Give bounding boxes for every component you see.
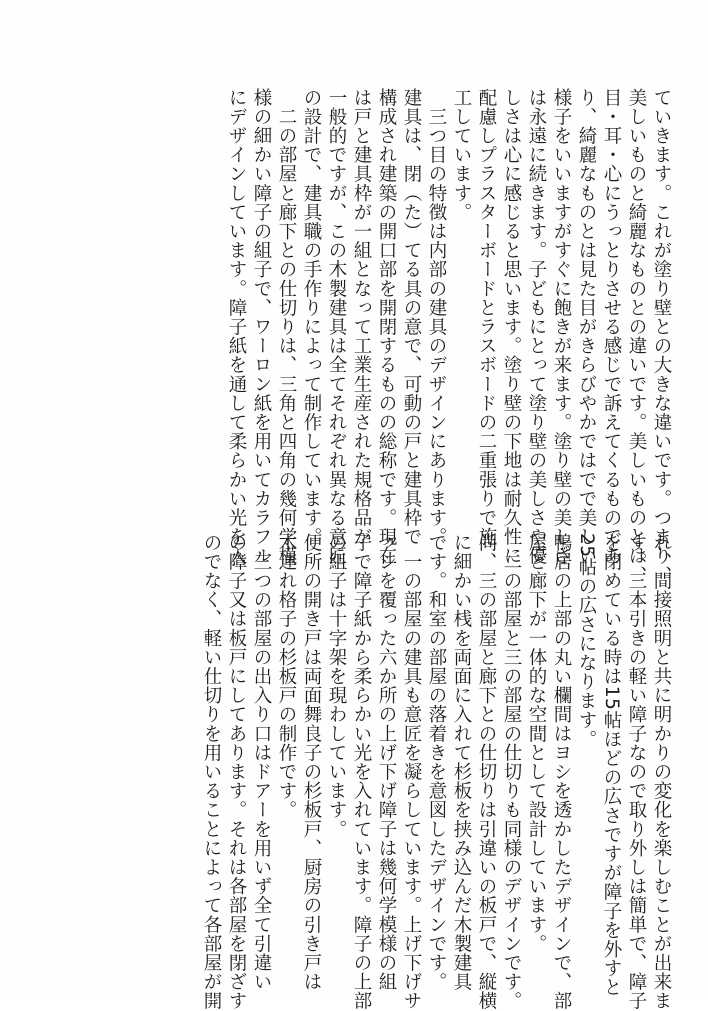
text-line: 25帖の広さになります。 [576, 533, 597, 749]
text-line: に細かい桟を両面に入れて杉板を挟み込んだ木製建具 [451, 533, 472, 992]
text-line: 建具は、閉（た）てる具の意で、可動の戸と建具枠で [401, 88, 422, 547]
text-line: 工しています。 [451, 88, 472, 222]
text-line: ッシを覆った六か所の上げ下げ障子は幾何学模様の組 [376, 533, 397, 992]
text-line: 鴨居の上部の丸い欄間はヨシを透かしたデザインで、部 [551, 533, 572, 1011]
text-line: の設計で、建具職の手作りによって制作しています。 [301, 88, 322, 547]
text-block-lower [199, 533, 674, 1011]
text-line: 様子をいいますがすぐに飽きが来ます。塗り壁の美しさ [551, 88, 572, 566]
text-block-upper [224, 88, 674, 585]
text-line: 一般的ですが、この木製建具は全てそれぞれ異なる意匠 [326, 88, 347, 566]
text-line: は戸と建具枠が一組となって工業生産された規格品が [351, 88, 372, 547]
text-line: ていきます。これが塗り壁との大きな違いです。つまり、 [651, 88, 672, 585]
text-line: にデザインしています。障子紙を通して柔らかい光を入 [226, 88, 247, 566]
text-line: 木連れ格子の杉板戸の制作です。 [276, 533, 297, 820]
text-line: 様の細かい障子の組子で、ワーロン紙を用いてカラフル [251, 88, 272, 566]
text-line: 美しいものと綺麗なものとの違いです。美しいものとは、 [626, 88, 647, 585]
text-line: 配慮しプラスターボードとラスボードの二重張りで施 [476, 88, 497, 547]
text-line: 尚、三の部屋と廊下との仕切りは引違いの板戸で、縦横 [476, 533, 497, 1011]
text-line: す。三本引きの軽い障子なので取り外しは簡単で、障子 [626, 533, 647, 1011]
text-line: 二の部屋と廊下との仕切りは、三角と四角の幾何学模 [276, 88, 297, 566]
text-line: の組子は十字架を現わしています。 [326, 533, 347, 839]
text-line: 一の部屋の建具も意匠を凝らしています。上げ下げサ [401, 533, 422, 1011]
text-line: のでなく、軽い仕切りを用いることによって各部屋が開 [201, 533, 222, 1011]
text-line: です。和室の部屋の落着きを意図したデザインです。 [426, 533, 447, 992]
text-line: り、綺麗なものとは見た目がきらびやかではでで美しい [576, 88, 597, 566]
text-line: 三つの部屋の出入り口はドアーを用いず全て引違い [251, 533, 272, 992]
text-line: 子で障子紙から柔らかい光を入れています。障子の上部 [351, 533, 372, 1011]
text-line: 構成され建築の開口部を開閉するものの総称です。現在 [376, 88, 397, 566]
text-line: は永遠に続きます。子どもにとって塗り壁の美しさや優 [526, 88, 547, 566]
text-line: 二の部屋と三の部屋の仕切りも同様のデザインです。 [501, 533, 522, 1011]
text-line: 便所の開き戸は両面舞良子の杉板戸、厨房の引き戸は [301, 533, 322, 992]
text-line: の障子又は板戸にしてあります。それは各部屋を閉ざす [226, 533, 247, 1011]
text-line: 三つ目の特徴は内部の建具のデザインにあります。 [426, 88, 447, 547]
text-line: を閉めている時は15帖ほどの広さですが障子を外すと [601, 533, 622, 998]
text-line: 屋と廊下が一体的な空間として設計しています。 [526, 533, 547, 954]
text-line: しさは心に感じると思います。塗り壁の下地は耐久性に [501, 88, 522, 566]
text-line: れ、間接照明と共に明かりの変化を楽しむことが出来ま [651, 533, 672, 1011]
text-line: 目・耳・心にうっとりさせる感じで訴えてくるものであ [601, 88, 622, 566]
